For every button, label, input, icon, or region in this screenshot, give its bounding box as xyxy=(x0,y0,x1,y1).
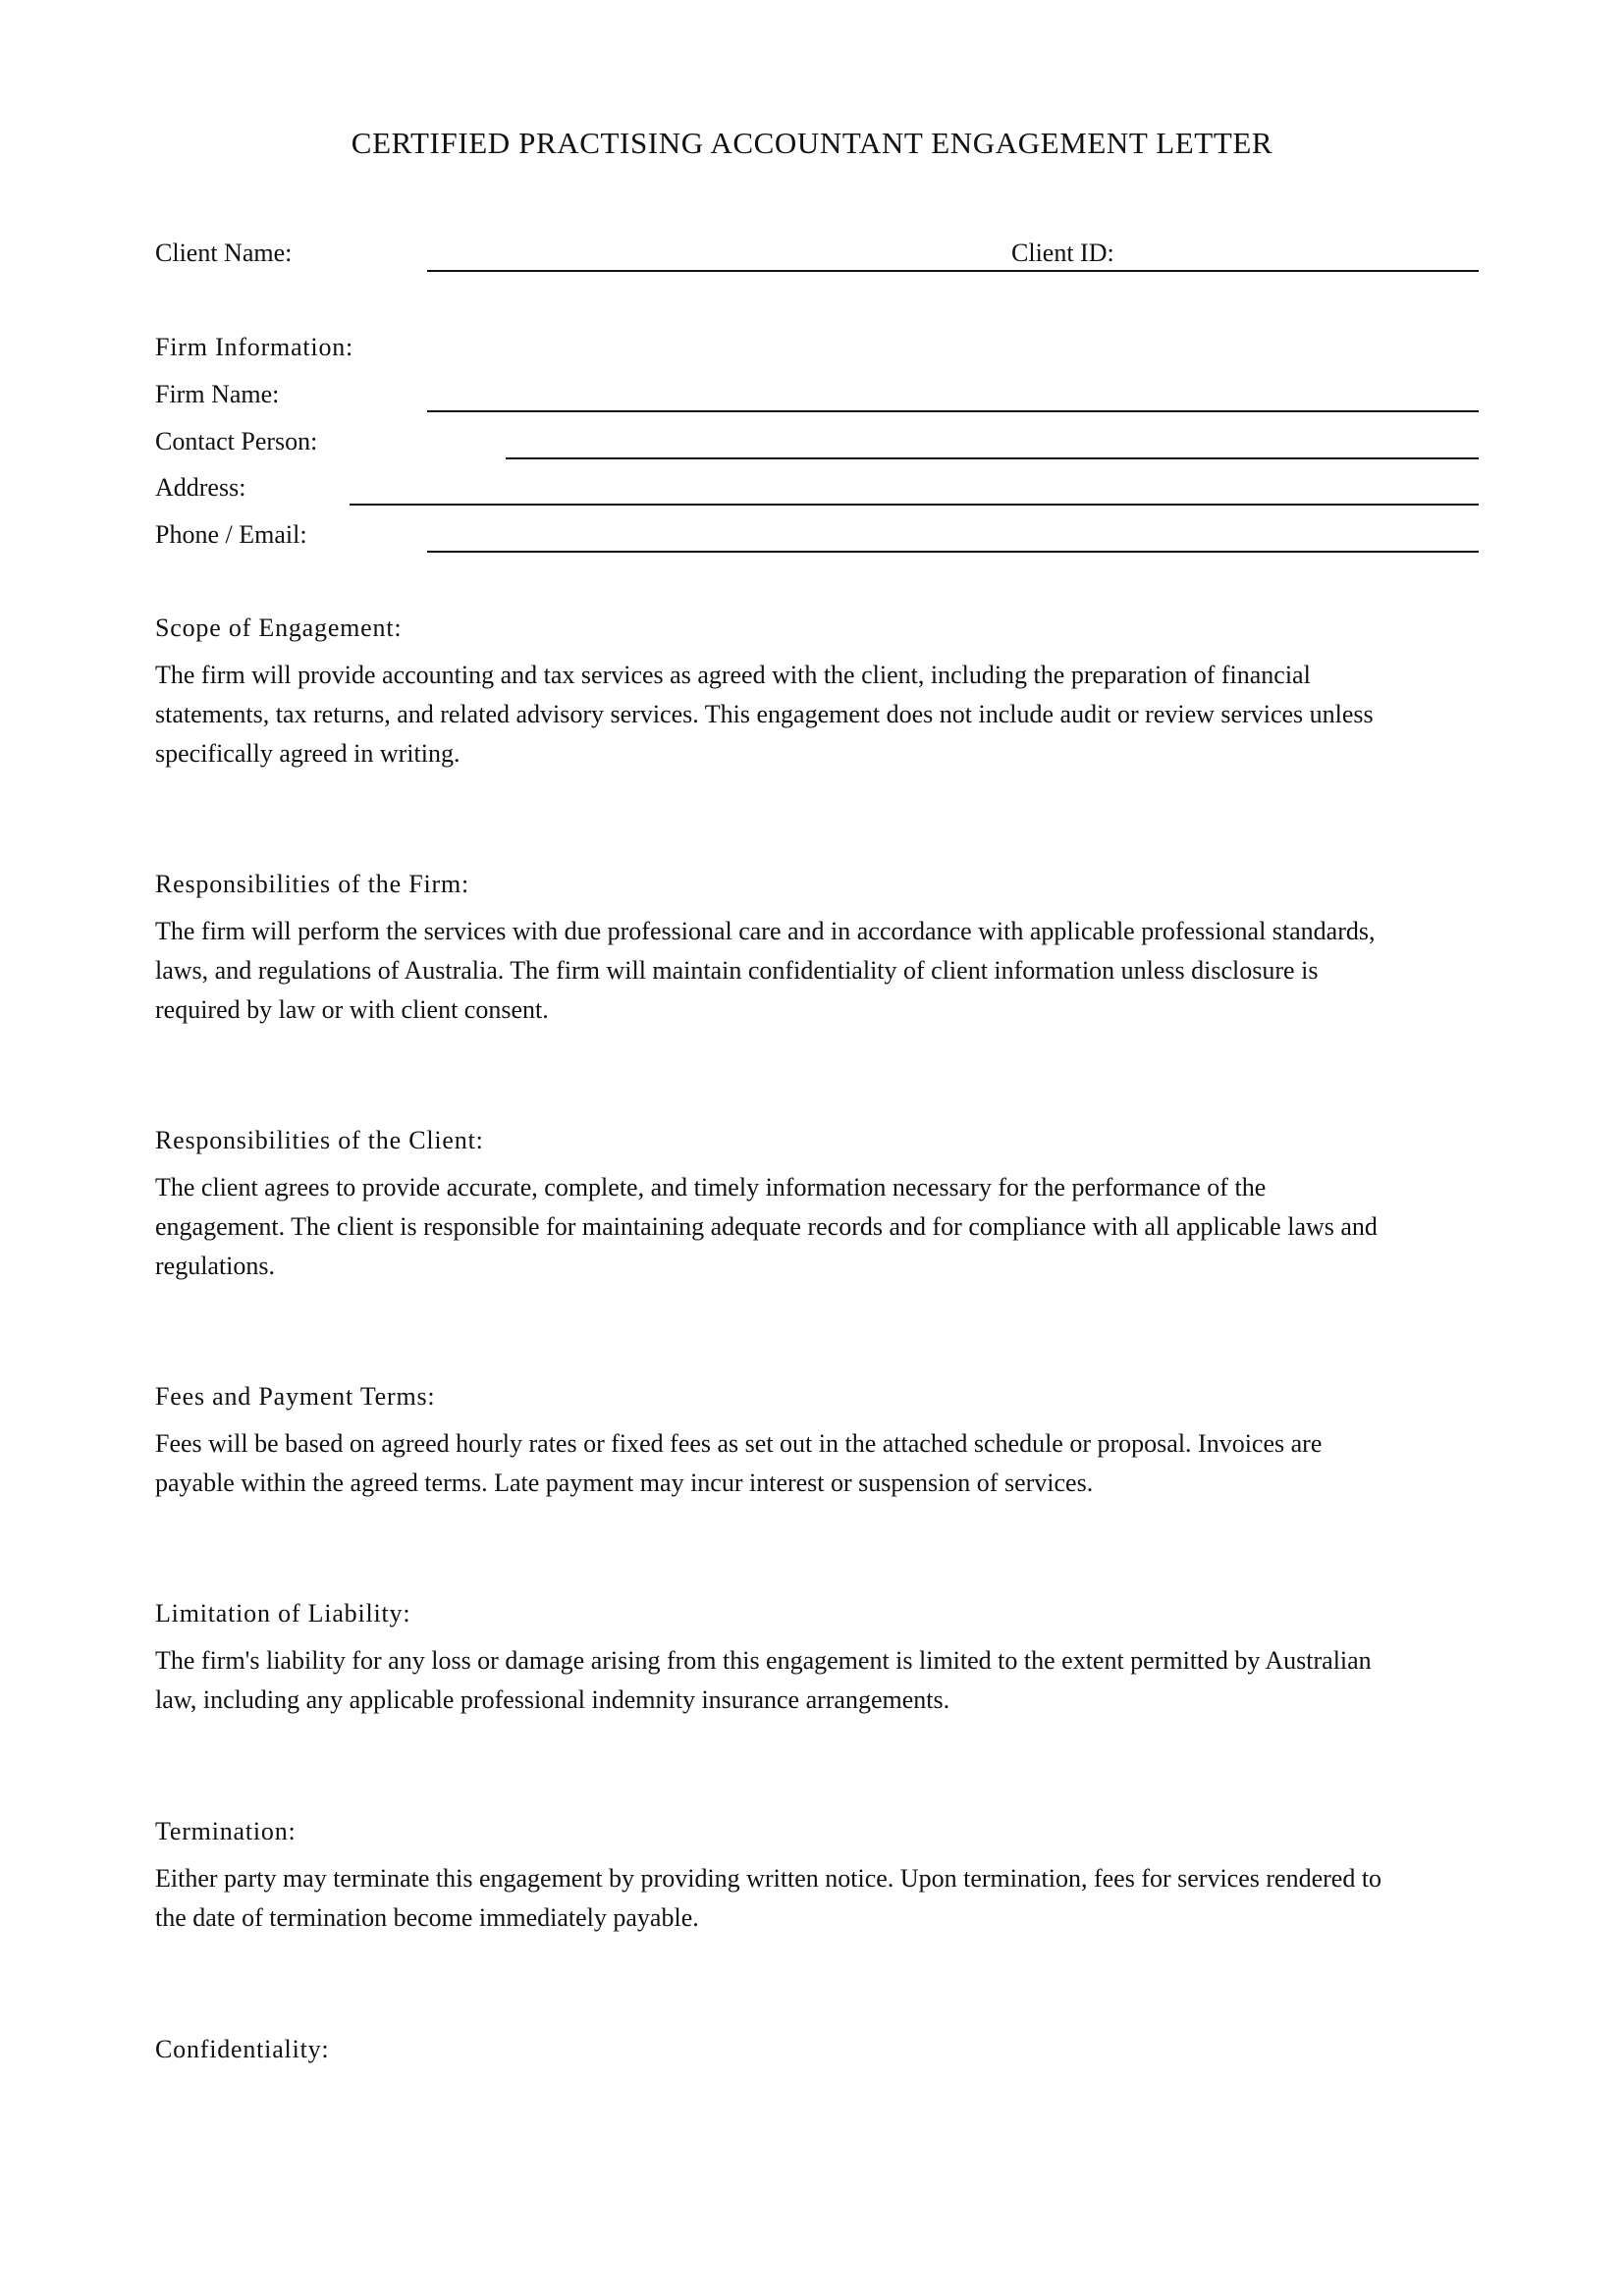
fees-text xyxy=(155,1424,1490,1503)
liability-text xyxy=(155,1641,1490,1720)
firm-responsibilities-text xyxy=(155,912,1490,1030)
firm-information-heading: Firm Information: xyxy=(155,333,354,361)
liability-line: The firm's liability for any loss or damage arising from this engagement is limited to the extent permitted by Australian xyxy=(155,1646,1372,1675)
firm-responsibilities-line: The firm will perform the services with due professional care and in accordance with applicable professional standards, xyxy=(155,917,1376,945)
fees-line: Fees will be based on agreed hourly rates or fixed fees as set out in the attached schedule or proposal. Invoices are xyxy=(155,1429,1323,1458)
client-responsibilities-heading: Responsibilities of the Client: xyxy=(155,1126,484,1154)
client-responsibilities-line: engagement. The client is responsible for maintaining adequate records and for compliance with all applicable laws and xyxy=(155,1212,1378,1241)
firm-responsibilities-heading: Responsibilities of the Firm: xyxy=(155,870,470,898)
address-label: Address: xyxy=(155,473,246,502)
phone-email-field[interactable] xyxy=(427,551,1479,553)
document-title: CERTIFIED PRACTISING ACCOUNTANT ENGAGEMENT LETTER xyxy=(351,126,1273,160)
scope-line: statements, tax returns, and related advisory services. This engagement does not include audit or review services unless xyxy=(155,700,1374,728)
client-responsibilities-text xyxy=(155,1168,1490,1286)
fees-heading: Fees and Payment Terms: xyxy=(155,1382,436,1411)
contact-person-field[interactable] xyxy=(506,457,1479,459)
client-responsibilities-line: regulations. xyxy=(155,1252,276,1280)
termination-line: the date of termination become immediately payable. xyxy=(155,1903,699,1932)
fees-line: payable within the agreed terms. Late payment may incur interest or suspension of services. xyxy=(155,1468,1094,1497)
contact-person-label: Contact Person: xyxy=(155,427,318,455)
firm-responsibilities-line: required by law or with client consent. xyxy=(155,995,549,1024)
client-responsibilities-line: The client agrees to provide accurate, complete, and timely information necessary for the performance of the xyxy=(155,1173,1267,1201)
termination-text xyxy=(155,1859,1490,1938)
confidentiality-heading: Confidentiality: xyxy=(155,2035,330,2063)
client-name-field[interactable] xyxy=(427,270,1012,272)
liability-heading: Limitation of Liability: xyxy=(155,1599,411,1628)
firm-name-field[interactable] xyxy=(427,410,1479,412)
termination-heading: Termination: xyxy=(155,1817,297,1845)
liability-line: law, including any applicable professional indemnity insurance arrangements. xyxy=(155,1685,950,1714)
address-field[interactable] xyxy=(350,504,1479,506)
scope-line: The firm will provide accounting and tax services as agreed with the client, including the preparation of financial xyxy=(155,661,1311,689)
scope-line: specifically agreed in writing. xyxy=(155,739,460,768)
termination-line: Either party may terminate this engagement by providing written notice. Upon termination, fees for services rendered to xyxy=(155,1864,1382,1893)
scope-heading: Scope of Engagement: xyxy=(155,614,403,642)
client-name-label: Client Name: xyxy=(155,239,293,267)
firm-name-label: Firm Name: xyxy=(155,380,280,408)
firm-responsibilities-line: laws, and regulations of Australia. The firm will maintain confidentiality of client information unless disclosure is xyxy=(155,956,1319,985)
scope-text xyxy=(155,656,1490,774)
phone-email-label: Phone / Email: xyxy=(155,520,307,549)
client-id-label: Client ID: xyxy=(1011,239,1114,267)
client-id-field[interactable] xyxy=(1011,270,1479,272)
